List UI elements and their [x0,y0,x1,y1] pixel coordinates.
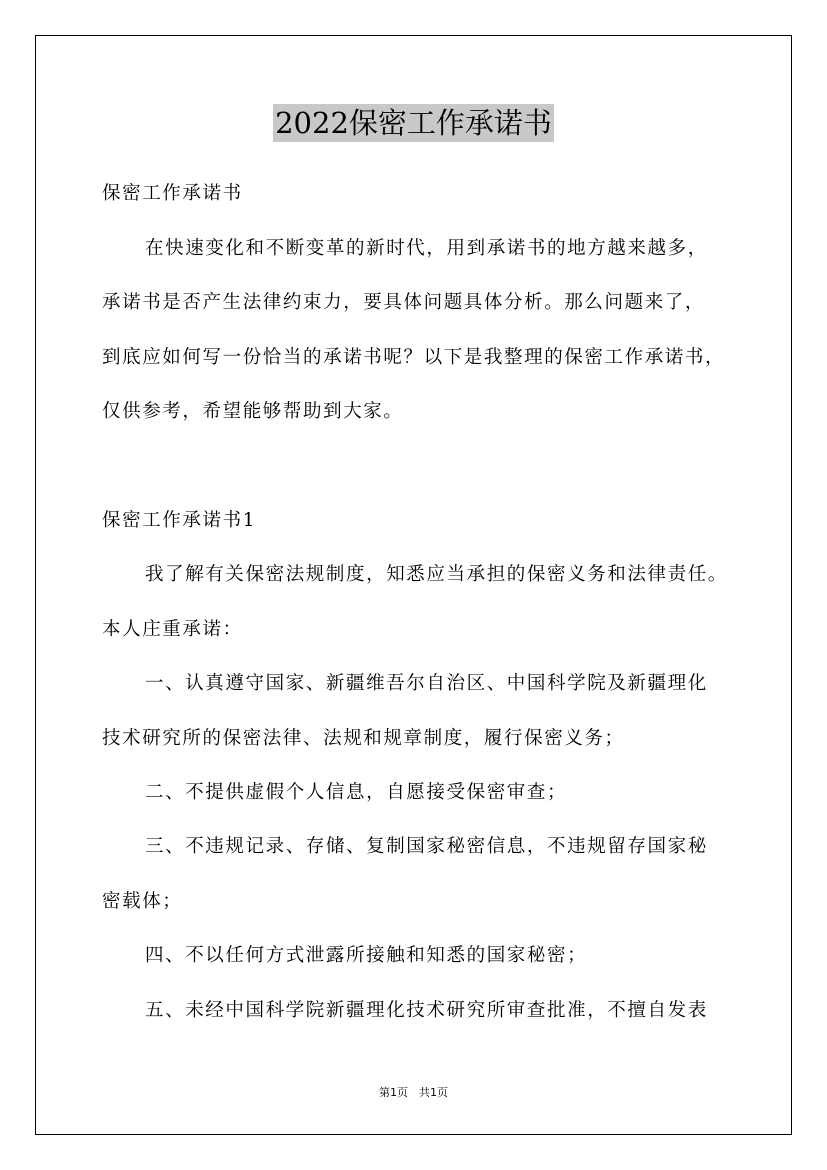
paragraph-line: 到底应如何写一份恰当的承诺书呢？以下是我整理的保密工作承诺书， [102,347,726,368]
paragraph-line: 密载体； [102,891,183,912]
paragraph-line: 二、不提供虚假个人信息，自愿接受保密审查； [145,782,568,803]
paragraph-line: 三、不违规记录、存储、复制国家秘密信息，不违规留存国家秘 [145,836,708,857]
paragraph-line: 技术研究所的保密法律、法规和规章制度，履行保密义务； [102,728,625,749]
section-heading: 保密工作承诺书1 [102,510,257,531]
paragraph-line: 本人庄重承诺： [102,619,243,640]
paragraph-line: 我了解有关保密法规制度，知悉应当承担的保密义务和法律责任。 [145,564,728,585]
paragraph-line: 一、认真遵守国家、新疆维吾尔自治区、中国科学院及新疆理化 [145,673,708,694]
section-heading: 保密工作承诺书 [102,183,243,204]
paragraph-line: 四、不以任何方式泄露所接触和知悉的国家秘密； [145,945,588,966]
document-title: 2022保密工作承诺书 [275,106,552,140]
paragraph-line: 仅供参考，希望能够帮助到大家。 [102,401,404,422]
paragraph-line: 五、未经中国科学院新疆理化技术研究所审查批准，不擅自发表 [145,1000,708,1021]
paragraph-line: 在快速变化和不断变革的新时代，用到承诺书的地方越来越多， [145,238,708,259]
document-title-wrapper [0,104,827,142]
paragraph-line: 承诺书是否产生法律约束力，要具体问题具体分析。那么问题来了， [102,292,706,313]
page-footer: 第1页 共1页 [379,1086,448,1099]
